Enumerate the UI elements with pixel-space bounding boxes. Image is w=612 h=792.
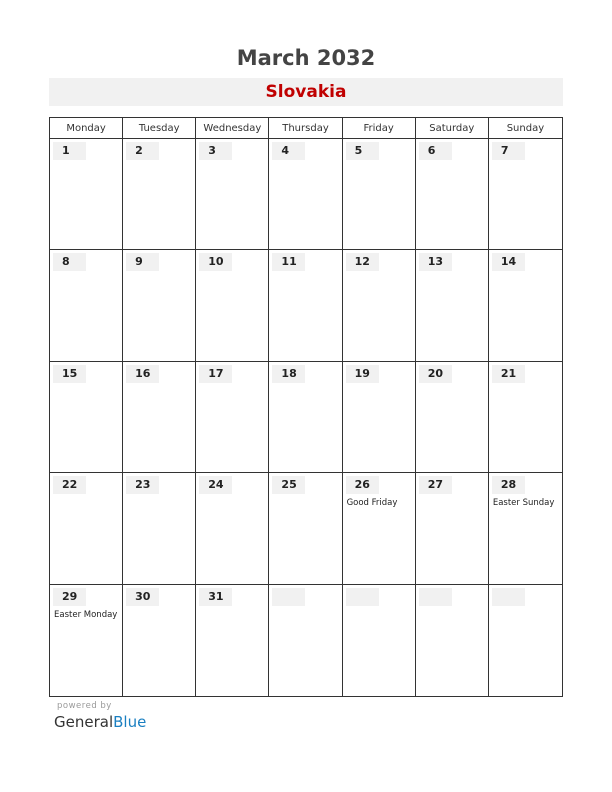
- calendar-day-cell: [416, 250, 489, 361]
- calendar-day-cell: [123, 585, 196, 696]
- day-number: [419, 588, 452, 606]
- calendar-day-cell: [196, 473, 269, 584]
- calendar-day-cell: [489, 250, 562, 361]
- calendar-day-cell: [343, 362, 416, 473]
- calendar-day-cell: [269, 250, 342, 361]
- calendar-day-cell: [489, 362, 562, 473]
- calendar-day-cell: [416, 585, 489, 696]
- calendar-day-cell: [196, 585, 269, 696]
- day-number: 19: [346, 365, 379, 383]
- calendar-day-cell: [269, 585, 342, 696]
- day-number: 3: [199, 142, 232, 160]
- weekday-header-monday: Monday: [50, 118, 123, 139]
- calendar-day-cell: [343, 473, 416, 584]
- calendar-day-cell: [50, 362, 123, 473]
- day-number: 16: [126, 365, 159, 383]
- day-number: 17: [199, 365, 232, 383]
- calendar-day-cell: [50, 473, 123, 584]
- weekday-header-sunday: Sunday: [489, 118, 562, 139]
- day-number: 28: [492, 476, 525, 494]
- calendar-day-cell: [343, 250, 416, 361]
- day-number: 25: [272, 476, 305, 494]
- calendar-day-cell: [269, 362, 342, 473]
- calendar-day-cell: [416, 139, 489, 250]
- day-number: 10: [199, 253, 232, 271]
- powered-by-label: powered by: [57, 701, 112, 711]
- calendar-day-cell: [343, 139, 416, 250]
- calendar-day-cell: [416, 362, 489, 473]
- calendar-day-cell: [196, 362, 269, 473]
- day-number: 31: [199, 588, 232, 606]
- country-name: Slovakia: [265, 82, 347, 102]
- weekday-header-tuesday: Tuesday: [123, 118, 196, 139]
- calendar-day-cell: [123, 473, 196, 584]
- day-number: 27: [419, 476, 452, 494]
- day-number: [492, 588, 525, 606]
- day-number: 13: [419, 253, 452, 271]
- brand-logo[interactable]: [54, 713, 146, 731]
- day-number: 23: [126, 476, 159, 494]
- day-number: [272, 588, 305, 606]
- calendar-day-cell: [50, 250, 123, 361]
- calendar-day-cell: [269, 473, 342, 584]
- calendar-day-cell: [123, 139, 196, 250]
- calendar-day-cell: [50, 139, 123, 250]
- weekday-header-friday: Friday: [343, 118, 416, 139]
- day-number: 2: [126, 142, 159, 160]
- holiday-label: Good Friday: [346, 498, 398, 509]
- calendar-day-cell: [196, 139, 269, 250]
- day-number: 26: [346, 476, 379, 494]
- brand-logo-general: General: [54, 713, 114, 731]
- calendar-day-cell: [343, 585, 416, 696]
- day-number: 30: [126, 588, 159, 606]
- calendar-day-cell: [269, 139, 342, 250]
- calendar-day-cell: [196, 250, 269, 361]
- day-number: 5: [346, 142, 379, 160]
- day-number: 29: [53, 588, 86, 606]
- calendar-day-cell: [123, 362, 196, 473]
- brand-logo-blue: Blue: [113, 713, 147, 731]
- day-number: 21: [492, 365, 525, 383]
- day-number: 4: [272, 142, 305, 160]
- day-number: 15: [53, 365, 86, 383]
- calendar-grid: [49, 117, 563, 697]
- day-number: 22: [53, 476, 86, 494]
- day-number: 20: [419, 365, 452, 383]
- weekday-header-saturday: Saturday: [416, 118, 489, 139]
- calendar-day-cell: [489, 473, 562, 584]
- calendar-day-cell: [50, 585, 123, 696]
- weekday-header-wednesday: Wednesday: [196, 118, 269, 139]
- day-number: 11: [272, 253, 305, 271]
- day-number: 12: [346, 253, 379, 271]
- day-number: 18: [272, 365, 305, 383]
- country-banner: [49, 78, 563, 106]
- day-number: 24: [199, 476, 232, 494]
- day-number: 14: [492, 253, 525, 271]
- page-title: March 2032: [236, 46, 376, 70]
- calendar-day-cell: [489, 139, 562, 250]
- calendar-day-cell: [123, 250, 196, 361]
- day-number: 9: [126, 253, 159, 271]
- calendar-day-cell: [489, 585, 562, 696]
- calendar-day-cell: [416, 473, 489, 584]
- day-number: 1: [53, 142, 86, 160]
- day-number: 6: [419, 142, 452, 160]
- holiday-label: Easter Sunday: [492, 498, 555, 509]
- weekday-header-thursday: Thursday: [269, 118, 342, 139]
- holiday-label: Easter Monday: [54, 609, 118, 620]
- day-number: 7: [492, 142, 525, 160]
- day-number: [346, 588, 379, 606]
- day-number: 8: [53, 253, 86, 271]
